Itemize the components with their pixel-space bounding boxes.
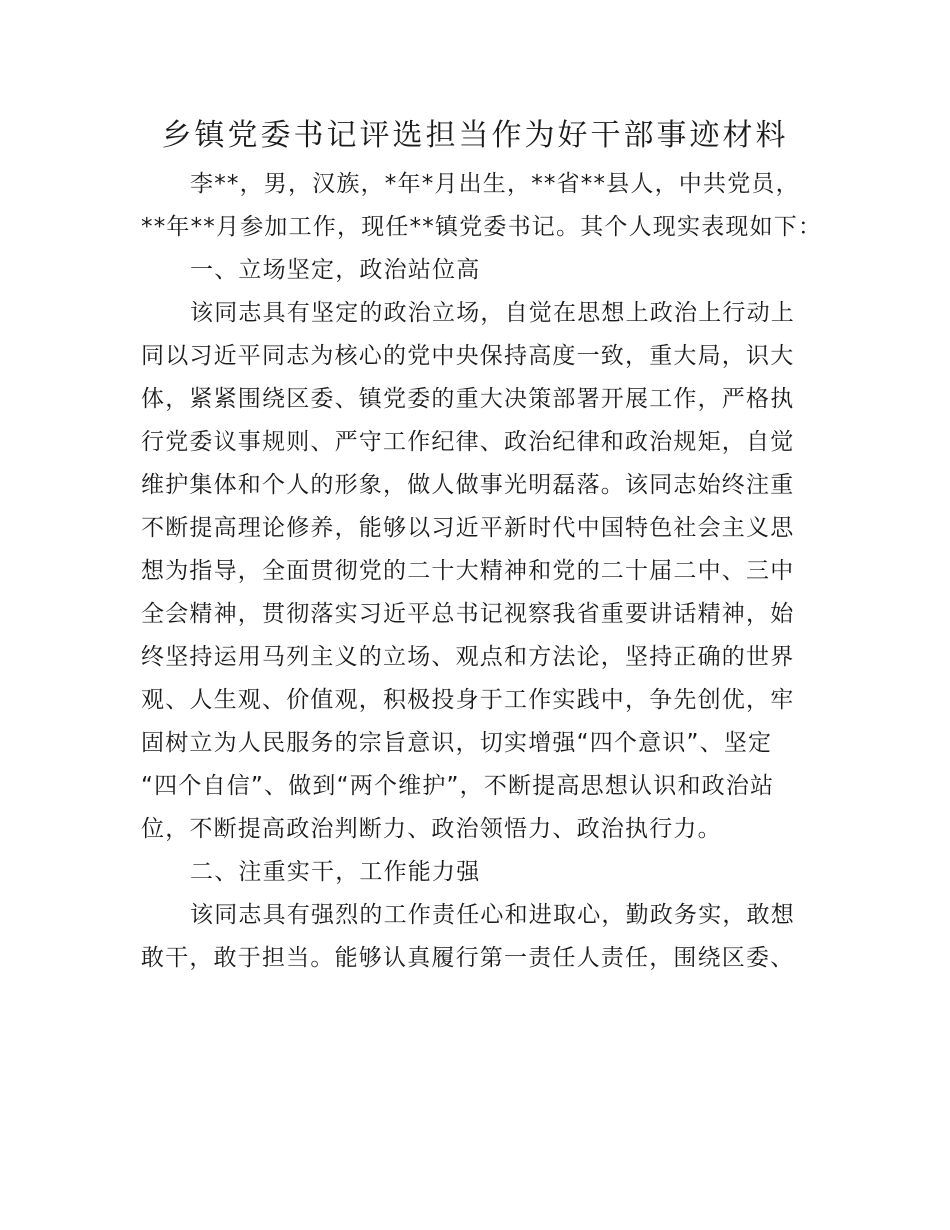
document-body	[141, 163, 833, 980]
paragraph-line: 位，不断提高政治判断力、政治领悟力、政治执行力。	[141, 816, 722, 842]
paragraph-line: 终坚持运用马列主义的立场、观点和方法论，坚持正确的世界	[141, 644, 795, 670]
paragraph-line: 行党委议事规则、严守工作纪律、政治纪律和政治规矩，自觉	[141, 429, 795, 455]
paragraph-line: 体，紧紧围绕区委、镇党委的重大决策部署开展工作，严格执	[141, 386, 795, 412]
paragraph-line: 敢干，敢于担当。能够认真履行第一责任人责任，围绕区委、	[141, 945, 795, 971]
paragraph-line: 同以习近平同志为核心的党中央保持高度一致，重大局，识大	[141, 343, 795, 369]
section-heading-2: 二、注重实干，工作能力强	[190, 859, 481, 885]
paragraph-line: 该同志具有强烈的工作责任心和进取心，勤政务实，敢想	[190, 902, 795, 928]
paragraph-line: 固树立为人民服务的宗旨意识，切实增强“四个意识”、坚定	[141, 730, 773, 756]
paragraph-line: “四个自信”、做到“两个维护”，不断提高思想认识和政治站	[141, 773, 775, 799]
document-title: 乡镇党委书记评选担当作为好干部事迹材料	[161, 118, 789, 153]
intro-line-1: 李**，男，汉族，*年*月出生，**省**县人，中共党员，	[190, 171, 800, 197]
section-heading-1: 一、立场坚定，政治站位高	[190, 257, 481, 283]
paragraph-line: 该同志具有坚定的政治立场，自觉在思想上政治上行动上	[190, 300, 795, 326]
paragraph-line: 观、人生观、价值观，积极投身于工作实践中，争先创优，牢	[141, 687, 795, 713]
intro-line-2: **年**月参加工作，现任**镇党委书记。其个人现实表现如下：	[141, 214, 823, 240]
paragraph-line: 全会精神，贯彻落实习近平总书记视察我省重要讲话精神，始	[141, 601, 795, 627]
paragraph-line: 想为指导，全面贯彻党的二十大精神和党的二十届二中、三中	[141, 558, 795, 584]
paragraph-line: 维护集体和个人的形象，做人做事光明磊落。该同志始终注重	[141, 472, 795, 498]
paragraph-line: 不断提高理论修养，能够以习近平新时代中国特色社会主义思	[141, 515, 795, 541]
